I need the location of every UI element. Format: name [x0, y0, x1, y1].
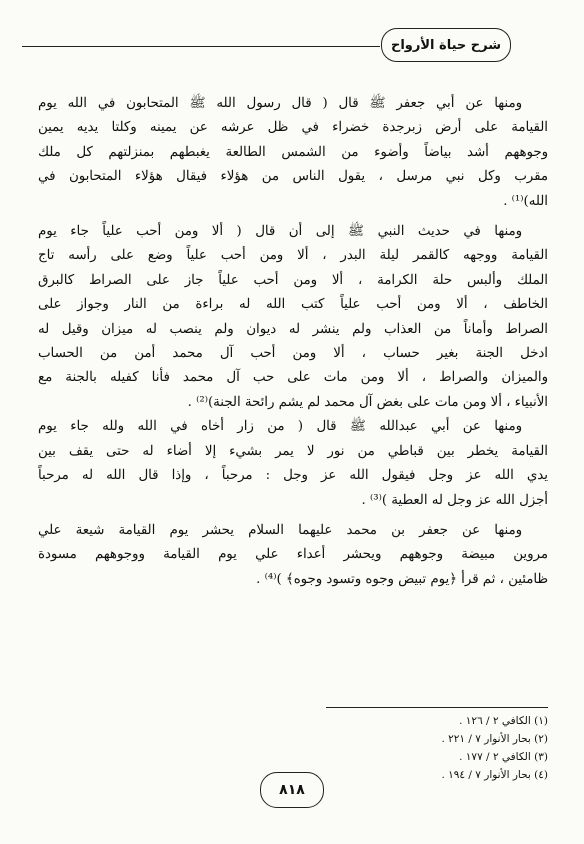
text-line: يدي الله عز وجل فيقول الله عز وجل : مرحباً ، وإذا قال الله له مرحباً	[38, 468, 548, 484]
text-line: الله)⁽¹⁾ .	[503, 193, 548, 209]
text-line: ومنها عن جعفر بن محمد عليهما السلام يحشر يوم القيامة شيعة علي	[38, 522, 522, 538]
text-line: مقرب وكل نبي مرسل ، يقول الناس من هؤلاء فيقال هؤلاء المتحابون في	[38, 169, 548, 185]
running-header-title: شرح حياة الأرواح	[390, 37, 502, 53]
header-rule	[22, 46, 380, 47]
page-number-label: ٨١٨	[279, 782, 305, 798]
footnote-separator	[326, 707, 548, 708]
page-number	[260, 772, 324, 808]
text-line: الأنبياء ، ألا ومن مات على بغض آل محمد لم يشم رائحة الجنة)⁽²⁾ .	[187, 394, 548, 410]
text-line: ومنها عن أبي عبدالله ﷺ قال ( من زار أخاه في الله ولله جاء يوم	[38, 419, 522, 435]
running-header	[381, 28, 511, 62]
text-line: والميزان والصراط ، ألا ومن مات على حب آل محمد فأنا كفيله بالجنة مع	[38, 370, 548, 386]
footnotes	[300, 712, 548, 784]
text-line: القيامة يخطر بين قباطي من نور لا يمر بشيء إلا أضاء له حتى يقف بين	[38, 443, 548, 459]
text-line: الملك وألبس حلة الكرامة ، ألا ومن أحب علياً جاز على الصراط كالبرق	[38, 272, 548, 288]
text-line: الصراط وأماناً من العذاب ولم ينشر له ديوان ولم ينصب له ميزان وقيل له	[38, 321, 548, 337]
footnote: (٣) الكافي ٢ / ١٧٧ .	[459, 751, 548, 763]
footnote: (١) الكافي ٢ / ١٢٦ .	[459, 715, 548, 727]
text-line: ومنها في حديث النبي ﷺ إلى أن قال ( ألا ومن أحب علياً جاء يوم	[38, 224, 522, 240]
text-line: ادخل الجنة بغير حساب ، ألا ومن أحب آل محمد أمن من الحساب	[38, 346, 548, 362]
text-line: ومنها عن أبي جعفر ﷺ قال ( قال رسول الله ﷺ المتحابون في الله يوم	[38, 96, 522, 111]
footnote: (٢) بحار الأنوار ٧ / ٢٢١ .	[441, 733, 548, 745]
main-text	[38, 92, 548, 592]
text-line: وجوههم أشد بياضاً وأضوء من الشمس الطالعة يغبطهم بمنزلتهم كل ملك	[38, 144, 548, 160]
text-line: مروين مبيضة وجوههم ويحشر أعداء علي يوم القيامة ووجوههم مسودة	[38, 547, 548, 563]
text-line: القيامة ووجهه كالقمر ليلة البدر ، ألا ومن أحب علياً وضع على رأسه تاج	[38, 248, 548, 264]
text-line: أجزل الله عز وجل له العطية )⁽³⁾ .	[361, 492, 548, 508]
footnote: (٤) بحار الأنوار ٧ / ١٩٤ .	[441, 769, 548, 781]
text-line: القيامة على أرض زبرجدة خضراء في ظل عرشه عن يمينه وكلتا يديه يمين	[38, 120, 548, 136]
text-line: الخاطف ، ألا ومن أحب علياً كتب الله له براءة من النار وجواز على	[38, 297, 548, 313]
text-line: ظامئين ، ثم قرأ ﴿يوم تبيض وجوه وتسود وجوه﴾ )⁽⁴⁾ .	[256, 571, 548, 587]
